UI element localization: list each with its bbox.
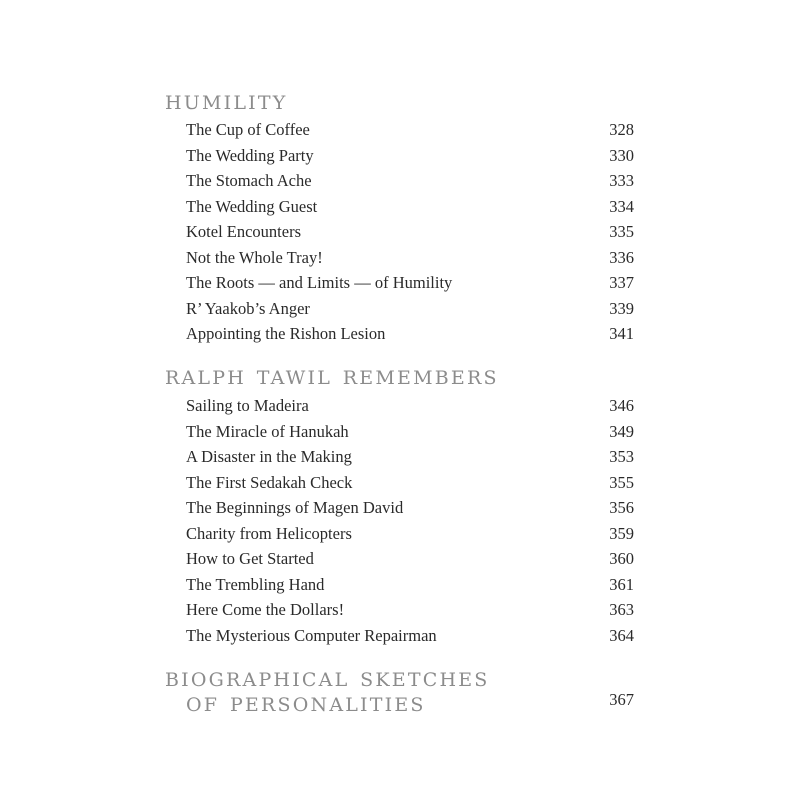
toc-entry-page: 335: [609, 222, 634, 241]
toc-entry-title: A Disaster in the Making: [186, 447, 352, 466]
toc-entry-title: Sailing to Madeira: [186, 396, 309, 415]
toc-entry-page: 333: [609, 171, 634, 190]
toc-entry[interactable]: [186, 194, 634, 220]
toc-entry[interactable]: [186, 623, 634, 649]
section-heading-biographical-sketches: biographical sketches: [165, 662, 490, 693]
toc-entry-title: Appointing the Rishon Lesion: [186, 324, 386, 343]
toc-entry[interactable]: [186, 270, 634, 296]
toc-entry[interactable]: [186, 321, 634, 347]
toc-entry-title: Kotel Encounters: [186, 222, 302, 241]
section-entries-ralph-tawil-remembers: [186, 393, 634, 648]
toc-entry[interactable]: [186, 444, 634, 470]
toc-entry[interactable]: [186, 546, 634, 572]
toc-entry-page: 339: [609, 298, 634, 318]
toc-entry[interactable]: [186, 470, 634, 496]
toc-entry[interactable]: [186, 117, 634, 143]
toc-entry-title: Not the Whole Tray!: [186, 247, 323, 267]
toc-entry-page: 361: [609, 574, 634, 594]
toc-entry[interactable]: [186, 495, 634, 521]
toc-entry[interactable]: [186, 597, 634, 623]
toc-entry[interactable]: [186, 168, 634, 194]
toc-entry-page: 328: [609, 120, 634, 139]
toc-entry[interactable]: [186, 219, 634, 245]
toc-entry-title: R’ Yaakob’s Anger: [186, 298, 310, 318]
toc-entry-page: 334: [609, 196, 634, 216]
section-heading-humility: humility: [165, 85, 288, 116]
toc-entry-title: Charity from Helicopters: [186, 523, 352, 543]
toc-entry-title: The First Sedakah Check: [186, 472, 353, 492]
toc-entry-title: The Cup of Coffee: [186, 120, 310, 139]
toc-entry[interactable]: [186, 393, 634, 419]
toc-entry-title: The Roots — and Limits — of Humility: [186, 273, 453, 292]
toc-entry-title: The Mysterious Computer Repairman: [186, 625, 437, 645]
toc-entry-title: The Trembling Hand: [186, 574, 325, 594]
toc-entry-title: Here Come the Dollars!: [186, 600, 345, 619]
toc-entry-page: 356: [609, 498, 634, 517]
toc-entry-page: 360: [609, 549, 634, 568]
toc-entry-title: The Stomach Ache: [186, 171, 312, 190]
toc-entry-page: 337: [609, 273, 634, 292]
toc-entry-page: 359: [609, 523, 634, 543]
toc-entry-page: 355: [609, 472, 634, 492]
toc-entry-page: 341: [609, 324, 634, 343]
toc-entry-title: The Miracle of Hanukah: [186, 421, 349, 441]
section-entries-humility: [186, 117, 634, 347]
toc-entry[interactable]: [186, 521, 634, 547]
section-heading-ralph-tawil-remembers: ralph tawil remembers: [165, 360, 499, 391]
section-heading-of-personalities: of personalities: [186, 687, 426, 718]
toc-entry-title: The Beginnings of Magen David: [186, 498, 404, 517]
toc-entry-title: How to Get Started: [186, 549, 314, 568]
toc-entry-page: 364: [609, 625, 634, 645]
toc-entry-page[interactable]: 367: [609, 690, 634, 709]
toc-entry-page: 346: [609, 396, 634, 415]
toc-entry-page: 349: [609, 421, 634, 441]
toc-entry[interactable]: [186, 419, 634, 445]
toc-entry[interactable]: [186, 572, 634, 598]
toc-entry-page: 363: [609, 600, 634, 619]
toc-entry-page: 336: [609, 247, 634, 267]
toc-entry-page: 330: [609, 145, 634, 165]
toc-entry[interactable]: [186, 245, 634, 271]
toc-entry-title: The Wedding Party: [186, 145, 314, 165]
toc-entry-title: The Wedding Guest: [186, 196, 318, 216]
toc-entry-page: 353: [609, 447, 634, 466]
toc-entry[interactable]: [186, 296, 634, 322]
toc-entry[interactable]: [186, 143, 634, 169]
